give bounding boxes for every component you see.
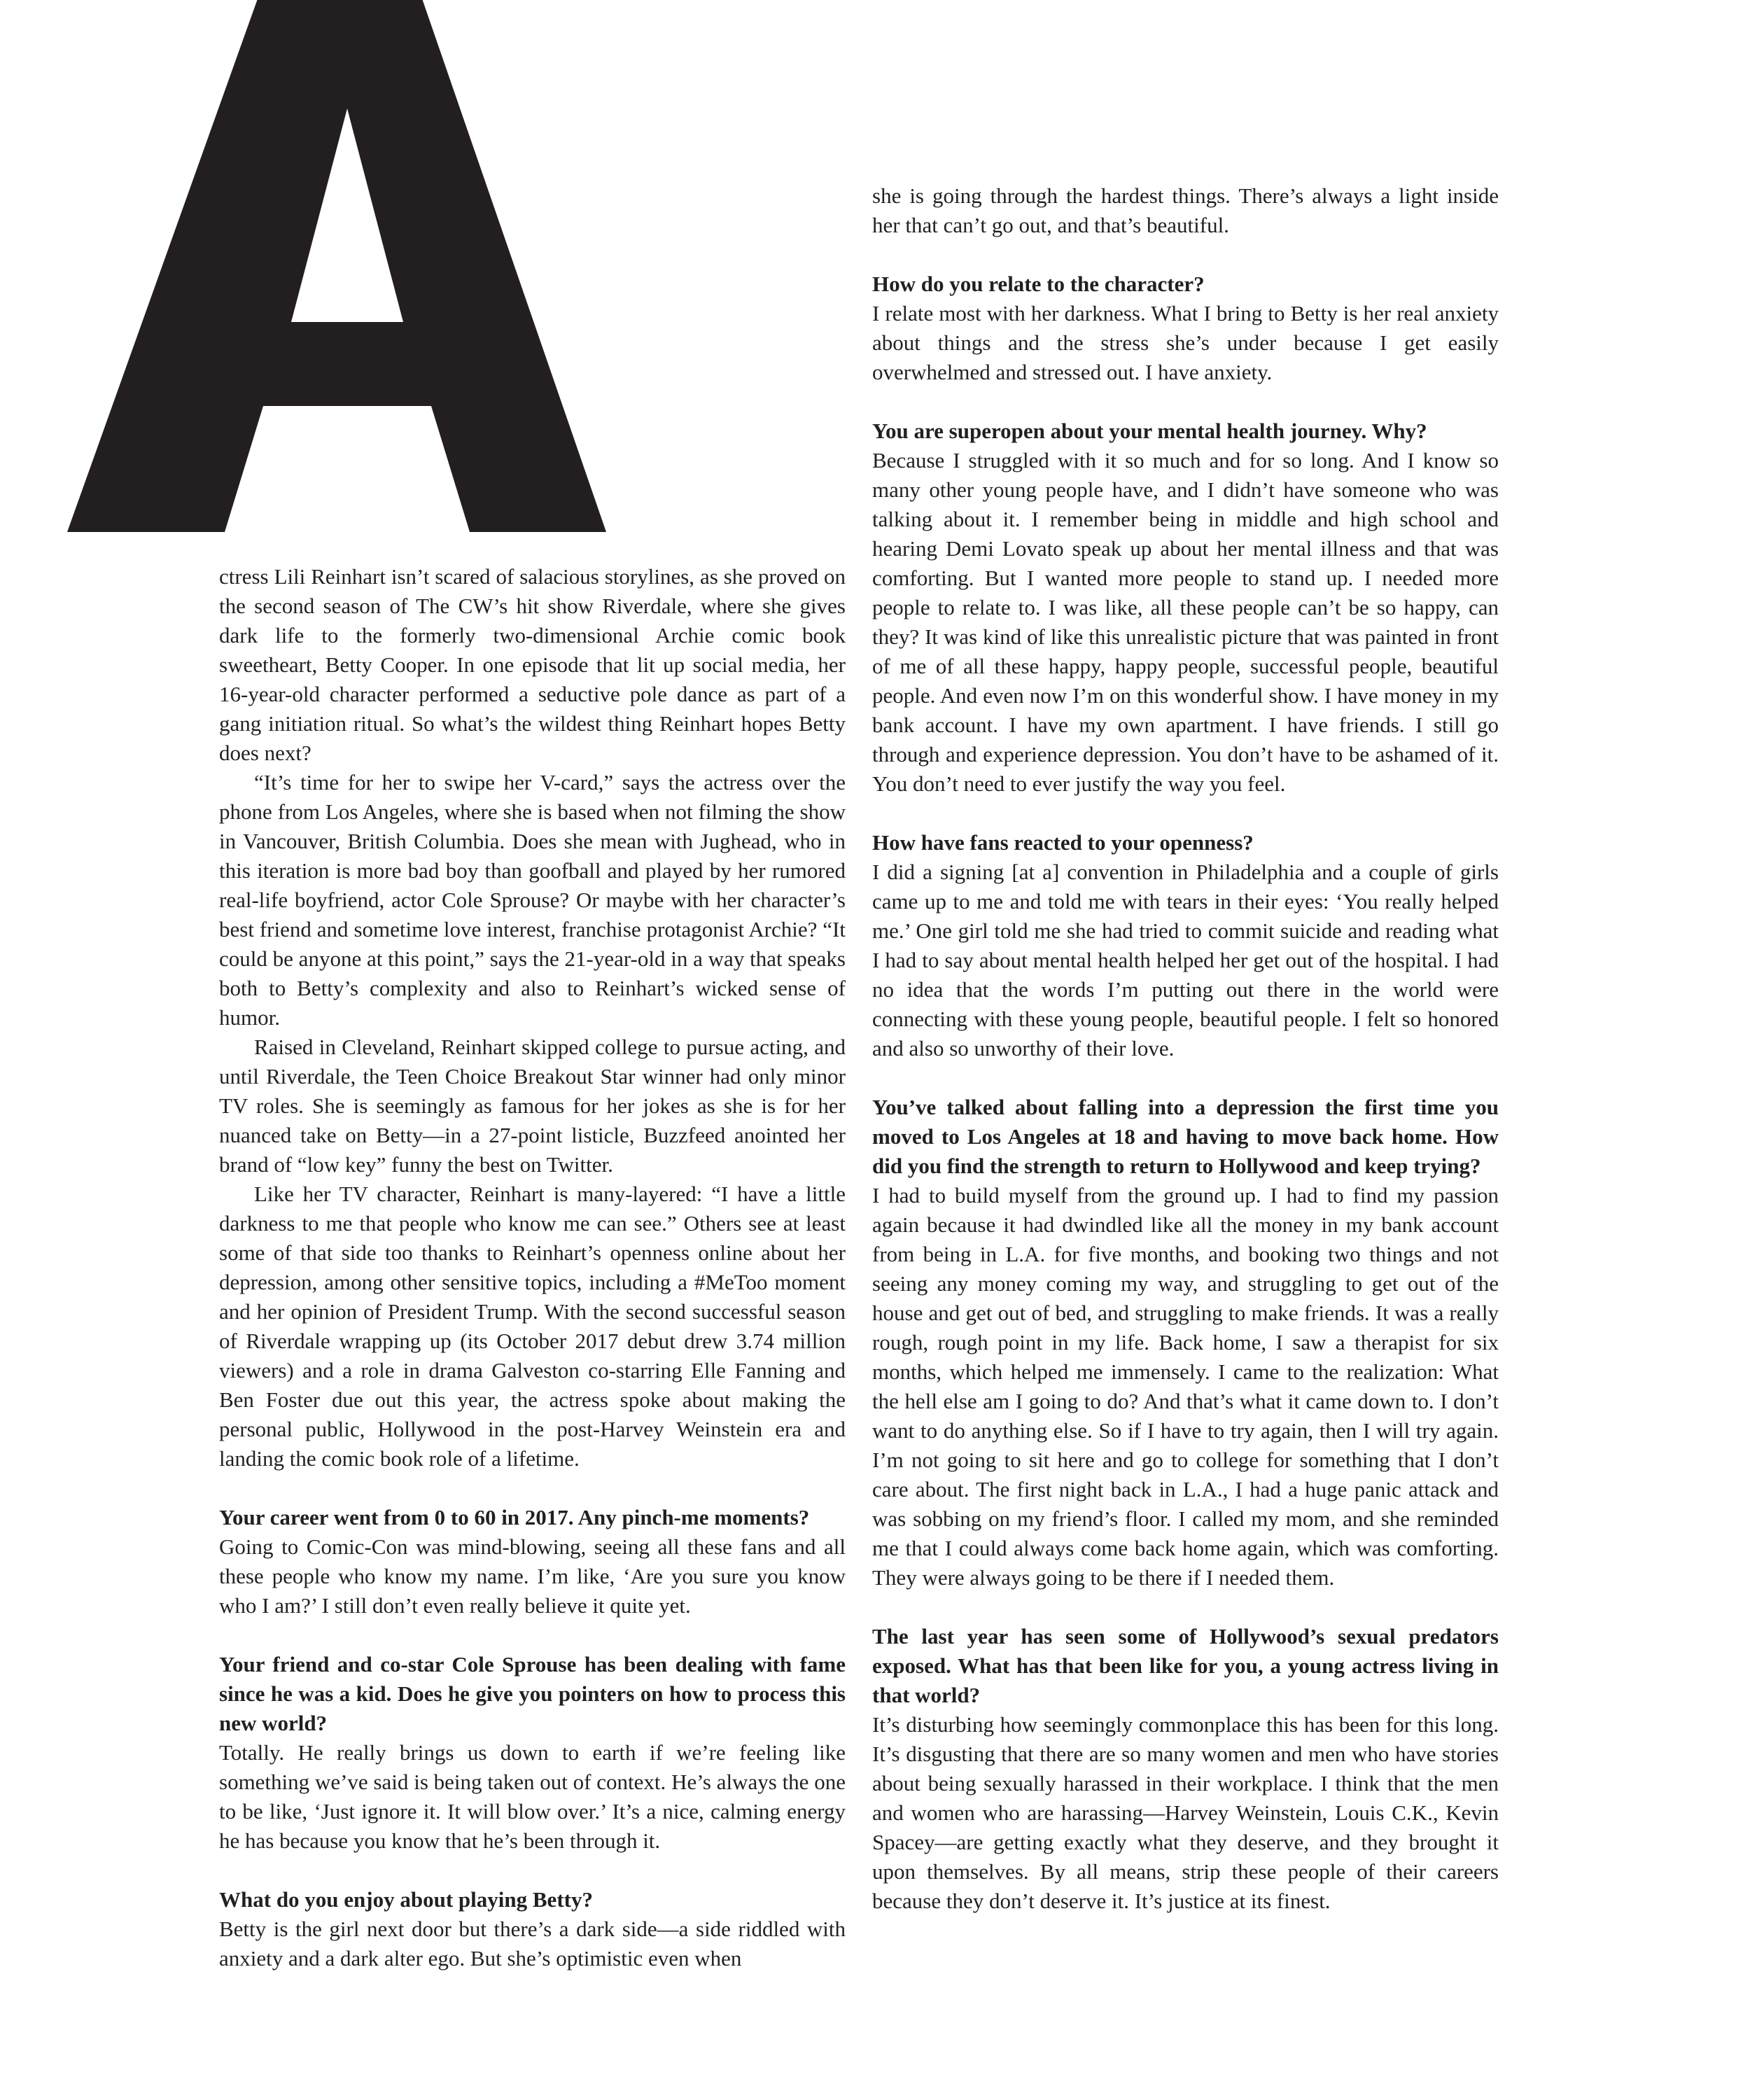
answer-continuation: she is going through the hardest things. There’s always a light inside her that can’t go out, and that’s beautiful. [872, 183, 1499, 237]
right-column [872, 181, 1499, 1916]
answer-cole-sprouse: Totally. He really brings us down to earth if we’re feeling like something we’ve said is being taken out of context. He’s always the one to be like, ‘Just ignore it. It will blow over.’ It’s a nice, calming energy he has because you know that he’s been through it. [219, 1740, 846, 1853]
answer-playing-betty: Betty is the girl next door but there’s a dark side—a side riddled with anxiety and a dark alter ego. But she’s optimistic even when [219, 1917, 846, 1970]
intro-paragraph-1: ctress Lili Reinhart isn’t scared of salacious storylines, as she proved on the second season of The CW’s hit show Riverdale, where she gives dark life to the formerly two-dimensional Archie comic book sweetheart, Betty Cooper. In one episode that lit up social media, her 16-year-old character performed a seductive pole dance as part of a gang initiation ritual. So what’s the wildest thing Reinhart hopes Betty does next? [219, 564, 846, 765]
answer-depression-la: I had to build myself from the ground up. I had to find my passion again because it had dwindled like all the money in my bank account from being in L.A. for five months, and booking two things and not seeing any money coming my way, and struggling to get out of the house and get out of bed, and struggling to make friends. It was a really rough, rough point in my life. Back home, I saw a therapist for six months, which helped me immensely. I came to the realization: What the hell else am I going to do? And that’s what it came down to. I don’t want to do anything else. So if I have to try again, then I will try again. I’m not going to sit here and go to college for something that I don’t care about. The first night back in L.A., I had a huge panic attack and was sobbing on my friend’s floor. I called my mom, and she reminded me that I could always come back home again, which was comforting. They were always going to be there if I needed them. [872, 1183, 1499, 1590]
answer-mental-health: Because I struggled with it so much and for so long. And I know so many other young people have, and I didn’t have someone who was talking about it. I remember being in middle and high school and hearing Demi Lovato speak up about her mental illness and that was comforting. But I wanted more people to stand up. I needed more people to relate to. I was like, all these people can’t be so happy, can they? It was kind of like this unrealistic picture that was painted in front of me of all these happy, happy people, successful people, beautiful people. And even now I’m on this wonderful show. I have money in my bank account. I have my own apartment. I have friends. I still go through and experience depression. You don’t have to be ashamed of it. You don’t need to ever justify the way you feel. [872, 448, 1499, 796]
answer-fans-reacted: I did a signing [at a] convention in Philadelphia and a couple of girls came up to me and told me with tears in their eyes: ‘You really helped me.’ One girl told me she had tried to commit suicide and reading what I had to say about mental health helped her get out of the hospital. I had no idea that the words I’m putting out there in the world were connecting with these young people, beautiful people. I felt so honored and also so unworthy of their love. [872, 860, 1499, 1060]
question-sexual-predators: The last year has seen some of Hollywood’s sexual predators exposed. What has that been like for you, a young actress living in that world? [872, 1624, 1499, 1707]
question-playing-betty: What do you enjoy about playing Betty? [219, 1887, 593, 1912]
left-column [219, 562, 846, 1973]
question-mental-health: You are superopen about your mental health journey. Why? [872, 419, 1427, 443]
question-cole-sprouse: Your friend and co-star Cole Sprouse has been dealing with fame since he was a kid. Does he give you pointers on how to process this new world? [219, 1652, 846, 1735]
question-depression-la: You’ve talked about falling into a depression the first time you moved to Los Angeles at 18 and having to move back home. How did you find the strength to return to Hollywood and keep trying? [872, 1095, 1499, 1178]
drop-cap-letter-a [67, 0, 613, 560]
question-fans-reacted: How have fans reacted to your openness? [872, 830, 1254, 855]
answer-career: Going to Comic-Con was mind-blowing, seeing all these fans and all these people who know my name. I’m like, ‘Are you sure you know who I am?’ I still don’t even really believe it quite yet. [219, 1534, 846, 1618]
answer-relate-character: I relate most with her darkness. What I bring to Betty is her real anxiety about things and the stress she’s under because I get easily overwhelmed and stressed out. I have anxiety. [872, 301, 1499, 384]
intro-paragraph-3: Raised in Cleveland, Reinhart skipped college to pursue acting, and until Riverdale, the Teen Choice Breakout Star winner had only minor TV roles. She is seemingly as famous for her jokes as she is for her nuanced take on Betty—in a 27-point listicle, Buzzfeed anointed her brand of “low key” funny the best on Twitter. [219, 1035, 846, 1177]
question-relate-character: How do you relate to the character? [872, 272, 1205, 296]
intro-paragraph-4: Like her TV character, Reinhart is many-layered: “I have a little darkness to me that people who know me can see.” Others see at least some of that side too thanks to Reinhart’s openness online about her depression, among other sensitive topics, including a #MeToo moment and her opinion of President Trump. With the second successful season of Riverdale wrapping up (its October 2017 debut drew 3.74 million viewers) and a role in drama Galveston co-starring Elle Fanning and Ben Foster due out this year, the actress spoke about making the personal public, Hollywood in the post-Harvey Weinstein era and landing the comic book role of a lifetime. [219, 1182, 846, 1471]
answer-sexual-predators: It’s disturbing how seemingly commonplace this has been for this long. It’s disgusting that there are so many women and men who have stories about being sexually harassed in their workplace. I think that the men and women who are harassing—Harvey Weinstein, Louis C.K., Kevin Spacey—are getting exactly what they deserve, and they brought it upon themselves. By all means, strip these people of their careers because they don’t deserve it. It’s justice at its finest. [872, 1712, 1499, 1913]
intro-paragraph-2: “It’s time for her to swipe her V-card,” says the actress over the phone from Los Angeles, where she is based when not filming the show in Vancouver, British Columbia. Does she mean with Jughead, who in this iteration is more bad boy than goofball and played by her rumored real-life boyfriend, actor Cole Sprouse? Or maybe with her character’s best friend and sometime love interest, franchise protagonist Archie? “It could be anyone at this point,” says the 21-year-old in a way that speaks both to Betty’s complexity and also to Reinhart’s wicked sense of humor. [219, 770, 846, 1030]
question-career: Your career went from 0 to 60 in 2017. Any pinch-me moments? [219, 1505, 810, 1530]
